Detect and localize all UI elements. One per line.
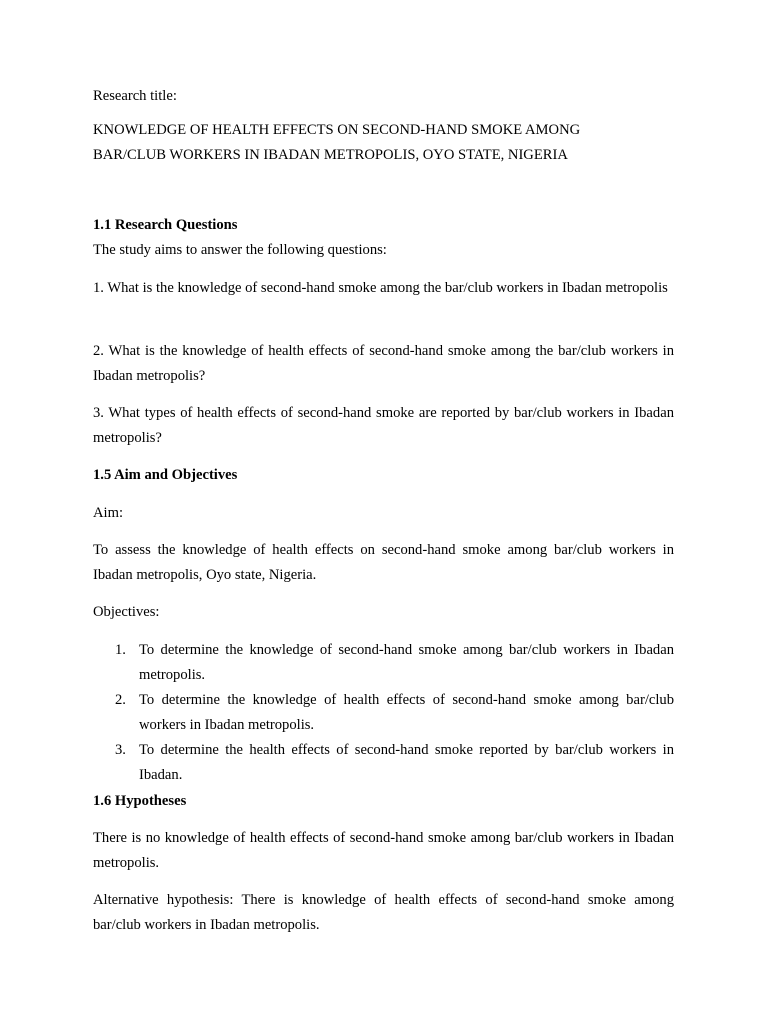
objective-text: To determine the knowledge of second-hand smoke among bar/club workers in Ibadan metropolis. — [139, 642, 674, 683]
objective-item — [93, 688, 674, 738]
objective-number: 3. — [115, 742, 126, 758]
null-hypothesis: There is no knowledge of health effects of second-hand smoke among bar/club workers in Ibadan metropolis. — [93, 830, 674, 871]
objective-number: 1. — [115, 642, 126, 658]
objectives-label: Objectives: — [93, 604, 160, 620]
research-title-label: Research title: — [93, 88, 177, 104]
research-title: KNOWLEDGE OF HEALTH EFFECTS ON SECOND-HAND SMOKE AMONG BAR/CLUB WORKERS IN IBADAN METROPOLIS, OYO STATE, NIGERIA — [93, 122, 581, 163]
objective-text: To determine the knowledge of health effects of second-hand smoke among bar/club workers in Ibadan metropolis. — [139, 692, 674, 733]
aim-text: To assess the knowledge of health effects on second-hand smoke among bar/club workers in Ibadan metropolis, Oyo state, Nigeria. — [93, 542, 674, 583]
objective-text: To determine the health effects of second-hand smoke reported by bar/club workers in Ibadan. — [139, 742, 674, 783]
objectives-list — [93, 638, 674, 788]
research-question-1: 1. What is the knowledge of second-hand smoke among the bar/club workers in Ibadan metropolis — [93, 280, 668, 296]
objective-item — [93, 638, 674, 688]
aim-objectives-heading: 1.5 Aim and Objectives — [93, 467, 238, 483]
research-questions-heading: 1.1 Research Questions — [93, 217, 238, 233]
objective-number: 2. — [115, 692, 126, 708]
research-question-3: 3. What types of health effects of second-hand smoke are reported by bar/club workers in Ibadan metropolis? — [93, 405, 674, 446]
hypotheses-heading: 1.6 Hypotheses — [93, 793, 187, 809]
alternative-hypothesis: Alternative hypothesis: There is knowledge of health effects of second-hand smoke among bar/club workers in Ibadan metropolis. — [93, 892, 674, 933]
aim-label: Aim: — [93, 505, 123, 521]
objective-item — [93, 738, 674, 788]
research-question-2: 2. What is the knowledge of health effects of second-hand smoke among the bar/club workers in Ibadan metropolis? — [93, 343, 674, 384]
research-questions-intro: The study aims to answer the following questions: — [93, 242, 387, 258]
